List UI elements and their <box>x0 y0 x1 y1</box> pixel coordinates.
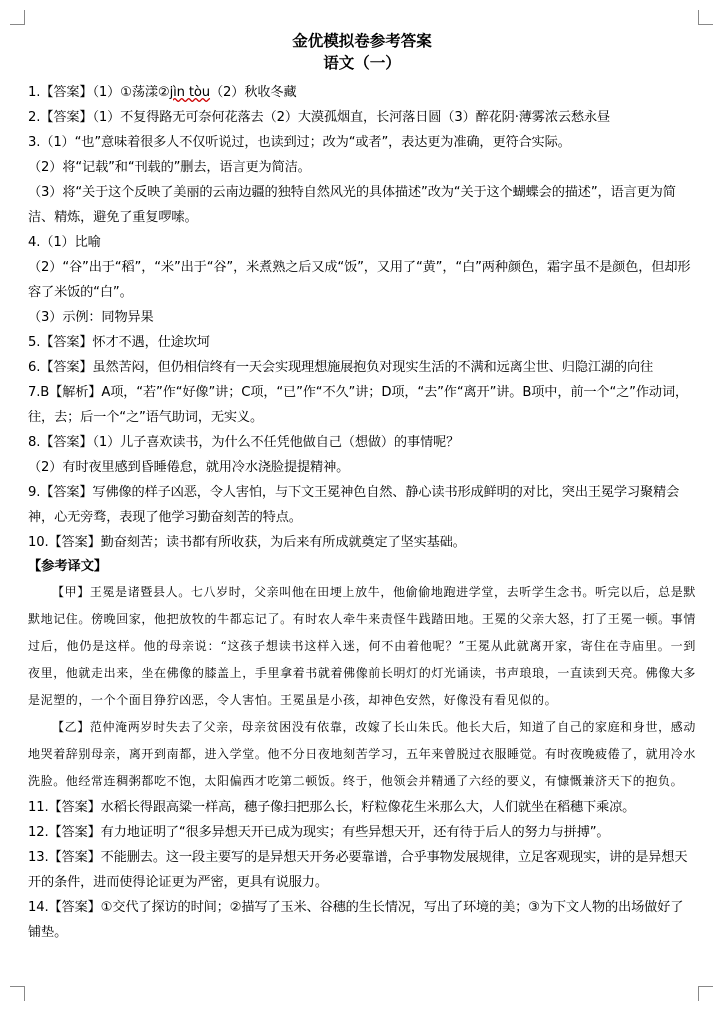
answer-3-1: 3.（1）“也”意味着很多人不仅听说过，也读到过；改为“或者”，表达更为准确，更符合实际。 <box>28 135 571 150</box>
answer-5: 5.【答案】怀才不遇，仕途坎坷 <box>28 335 210 350</box>
answer-10: 10.【答案】勤奋刻苦；读书都有所收获，为后来有所成就奠定了坚实基础。 <box>28 535 466 550</box>
crop-mark-bottom-left <box>10 986 25 1001</box>
answer-13: 13.【答案】不能删去。这一段主要写的是异想天开务必要靠谱，合乎事物发展规律，立足客观现实，讲的是异想天开的条件，进而使得论证更为严密，更具有说服力。 <box>28 850 688 890</box>
crop-mark-top-right <box>698 10 713 25</box>
answer-11: 11.【答案】水稻长得跟高粱一样高，穗子像扫把那么长，籽粒像花生米那么大，人们就坐在稻穗下乘凉。 <box>28 800 636 815</box>
answer-9: 9.【答案】写佛像的样子凶恶，令人害怕，与下文王冕神色自然、静心读书形成鲜明的对比，突出王冕学习聚精会神，心无旁骛，表现了他学习勤奋刻苦的特点。 <box>28 485 680 525</box>
answer-12: 12.【答案】有力地证明了“很多异想天开已成为现实；有些异想天开，还有待于后人的努力与拼搏”。 <box>28 825 610 840</box>
answer-4-3: （3）示例：同物异果 <box>28 310 154 325</box>
answer-4-2: （2）“谷”出于“稻”，“米”出于“谷”，米煮熟之后又成“饭”，又用了“黄”，“白”两种颜色，霜字虽不是颜色，但却形容了米饭的“白”。 <box>28 260 691 300</box>
answer-14: 14.【答案】①交代了探访的时间；②描写了玉米、谷穗的生长情况，写出了环境的美；③为下文人物的出场做好了铺垫。 <box>28 900 684 940</box>
translation-jia: 【甲】王冕是诸暨县人。七八岁时，父亲叫他在田埂上放牛，他偷偷地跑进学堂，去听学生念书。听完以后，总是默默地记住。傍晚回家，他把放牧的牛都忘记了。有时农人牵牛来责怪牛践踏田地。王冕的父亲大怒，打了王冕一顿。事情过后，他仍是这样。他的母亲说：“这孩子想读书这样入迷，何不由着他呢？”王冕从此就离开家，寄住在寺庙里。一到夜里，他就走出来，坐在佛像的膝盖上，手里拿着书就着佛像前长明灯的灯光诵读，书声琅琅，一直读到天亮。佛像大多是泥塑的，一个个面目狰狞凶恶，令人害怕。王冕虽是小孩，却神色安然，好像没有看见似的。 <box>28 585 696 707</box>
crop-mark-top-left <box>10 10 25 25</box>
answer-1-part-a: 1.【答案】（1）①荡漾② <box>28 85 170 100</box>
answer-3-2: （2）将“记载”和“刊载的”删去，语言更为简洁。 <box>28 160 311 175</box>
answer-sheet <box>28 30 696 945</box>
doc-subtitle: 语文（一） <box>323 54 401 72</box>
answer-2: 2.【答案】（1）不复得路无可奈何花落去（2）大漠孤烟直，长河落日圆（3）醉花阴·薄雾浓云愁永昼 <box>28 110 611 125</box>
answer-1 <box>28 80 696 105</box>
answer-8-2: （2）有时夜里感到昏睡倦怠，就用冷水浇脸提提精神。 <box>28 460 350 475</box>
answer-1-part-b: （2）秋收冬藏 <box>210 85 297 100</box>
answer-7: 7.B【解析】A项，“若”作“好像”讲；C项，“已”作“不久”讲；D项，“去”作“离开”讲。B项中，前一个“之”作动词，往，去；后一个“之”语气助词，无实义。 <box>28 385 689 425</box>
answer-8-1: 8.【答案】（1）儿子喜欢读书，为什么不任凭他做自己（想做）的事情呢？ <box>28 435 460 450</box>
answer-6: 6.【答案】虽然苦闷，但仍相信终有一天会实现理想施展抱负对现实生活的不满和远离尘世、归隐江湖的向往 <box>28 360 654 375</box>
reference-translation-heading: 【参考译文】 <box>28 559 108 574</box>
translation-yi: 【乙】范仲淹两岁时失去了父亲，母亲贫困没有依靠，改嫁了长山朱氏。他长大后，知道了自己的家庭和身世，感动地哭着辞别母亲，离开到南都，进入学堂。他不分日夜地刻苦学习，五年来曾脱过衣服睡觉。有时夜晚疲倦了，就用冷水洗脸。他经常连稠粥都吃不饱，太阳偏西才吃第二顿饭。终于，他领会并精通了六经的要义，有慷慨兼济天下的抱负。 <box>28 720 696 788</box>
doc-title: 金优模拟卷参考答案 <box>292 32 432 50</box>
answer-3-3: （3）将“关于这个反映了美丽的云南边疆的独特自然风光的具体描述”改为“关于这个蝴蝶会的描述”，语言更为简洁、精炼，避免了重复啰嗦。 <box>28 185 676 225</box>
answer-1-pinyin: jìn tòu <box>169 85 211 100</box>
crop-mark-bottom-right <box>698 986 713 1001</box>
answer-4-1: 4.（1）比喻 <box>28 235 101 250</box>
